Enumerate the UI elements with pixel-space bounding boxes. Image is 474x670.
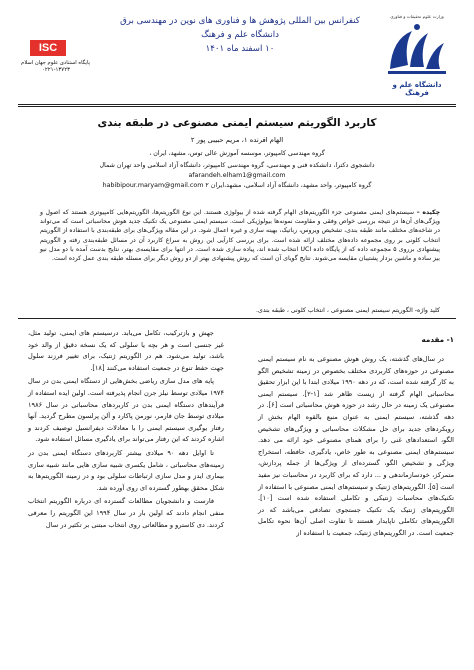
affiliation-2: دانشجوی دکترا، دانشکده فنی و مهندسی، گروه مهندسی کامپیوتر، دانشگاه آزاد اسلامی واحد تهران شمال [99,162,375,169]
body-column-right [258,328,454,542]
conference-host: دانشگاه علم و فرهنگ [201,30,279,40]
header-divider [18,104,456,105]
paper-authors: الهام افرنده ۱، مریم حبیبی پور ۲ [190,136,284,144]
university-logo [382,14,452,97]
university-name: دانشگاه علم و فرهنگ [392,81,442,97]
abstract-text: سیستم‌های ایمنی مصنوعی جزء الگوریتم‌های الهام گرفته شده از بیولوژی هستند. این نوع الگوریتم‌ها، الگوریتم‌هایی کامپیوتری هستند که اصول و ویژگی‌های آن‌ها در نتیجه بررسی خواص وفقی و مقاومت نمونه‌ها بیولوژیکی است. سیستم ایمنی مصنوعی یک تکنیک جدید هوش محاسباتی است که می‌تواند در شاخه‌های مختلف مانند طبقه بندی، تشخیص ویروس، رباتیک، بهینه سازی و غیره اعمال شود. در این مقاله ویژگی‌های برای طبقه‌بندی با استفاده از الگوریتم انتخاب کلونی بر روی مجموعه داده‌های مختلف ارائه شده است. برای بررسی کارآیی این روش به سراغ کاربرد آن در مسائل طبقه‌بندی رفته و الگوریتم پیشنهادی برروی ۵ مجموعه داده که از پایگاه داده UCI انتخاب شده اند، پیاده سازی شده است. در انتها برای مقایسه‌ی بهتر، نتایج بدست آمده با دو مدل نیو بیز ساده و ماشین بردار پشتیبان مقایسه می‌شوند. نتایج گویای آن است که روش پیشنهادی بهتر از دو روش دیگر برای مسئله طبقه بندی عمل کرده است. [40,209,440,263]
university-ministry-text: وزارت علوم تحقیقات و فناوری [390,14,444,19]
abstract-divider [18,318,456,319]
paragraph: فارست و دانشجویان مطالعات گسترده ای درباره الگوریتم انتخاب منفی انجام دادند که اولین بار در سال ۱۹۹۴ این الگوریتم را معرفی کردند. دی کاسترو و مطالعاتی روی انتخاب مبتنی بر تکثیر در سال [28,497,225,529]
section-heading-introduction: ۱- مقدمه [421,335,454,344]
paragraph: در سال‌های گذشته، یک روش هوش مصنوعی به نام سیستم ایمنی مصنوعی در حوزه‌های کاربردی مختلف بخصوص در زمینه تشخیص الگو به کار گرفته شده است، که در دهه ۱۹۹۰ میلادی ابتدا با این ابزار تحقیق محاسباتی الهام گرفته از زیست ظاهر شد [۱-۲]. سیستم ایمنی مصنوعی یک زمینه در حال رشد در حوزه هوش محاسباتی است [۶]. در دهه گذشته، سیستم ایمنی به عنوان منبع بالقوه الهام بخش از رویکردهای جدید برای حل مشکلات محاسباتی و ویژگی‌های تشخیص الگو، استعدادهای غنی را برای همتای مصنوعی خود ارائه می دهد. سیستم‌های ایمنی مصنوعی به طور خاص، یادگیری، حافظه، استخراج ویژگی و تشخیص الگو، گسترده‌ای از ویژگی‌ها از جمله پردازش، متمرکز، خودسازماندهی و ... دارد که برای کاربرد در محاسبات نیز مفید است [۵]. الگوریتم‌های ژنتیک و سیستم‌های ایمنی مصنوعی با استفاده از تکنیک‌های محاسبات ژنتیکی و تکاملی استفاده شده است [۱۰]. الگوریتم‌های ژنتیک یک تکنیک جستجوی تصادفی می‌باشد که در الگوریتم‌های تکاملی ناپایدار هستند تا تفاوت اصلی آن‌ها نحوه تکامل جمعیت است. در الگوریتم‌های ژنتیک، جمعیت با استفاده از [257,355,454,537]
abstract-label: چکیده – [416,209,441,216]
isc-logo-code: ۰۲۲۱-۱۳۷۲۳ [41,67,70,73]
keywords: کلید واژه- الگوریتم سیستم ایمنی مصنوعی ، انتخاب کلونی ، طبقه بندی. [256,307,440,314]
conference-title-block [95,14,385,56]
university-emblem-icon [382,19,452,79]
conference-name: کنفرانس بین المللی پژوهش ها و فناوری های نوین در مهندسی برق [120,16,360,26]
isc-logo [22,40,90,74]
affiliation-3-email: habibipour.maryam@gmail.com گروه کامپیوتر، واحد مشهد، دانشگاه آزاد اسلامی، مشهد،ایران ۲ [102,182,372,189]
isc-logo-caption: پایگاه استنادی علوم جهان اسلام [21,60,90,66]
paragraph: جهش و بازترکیب، تکامل می‌یابد. درسیستم های ایمنی، تولید مثل، غیر جنسی است و هر بچه یا سلولی که یک نسخه دقیق از والد خود باشد، تولید می‌شود. هم در الگوریتم ژنتیک، برای تغییر فرزند سلول جهت حفظ تنوع در جمعیت استفاده می‌کنند [۱۸]. [28,329,224,372]
isc-logo-mark: ISC [30,40,66,56]
paragraph: پایه های مدل سازی ریاضی بخش‌هایی از دستگاه ایمنی بدن در سال ۱۹۷۴ میلادی توسط نیلز جرن انجام پذیرفته است. اولین ایده استفاده از فرآیندهای دستگاه ایمنی بدن در کاربردهای محاسباتی در سال ۱۹۸۶ میلادی توسط جان فارمر، نورمن پاکارد و آلن پرلسون مطرح گردید. آنها رفتار یوگیری سیستم ایمنی را با معادلات دیفرانسیل توصیف کردند و اشاره کردند که این رفتار می‌تواند برای یادگیری مسائل استفاده شود. [28,377,224,444]
paper-title: کاربرد الگوریتم سیستم ایمنی مصنوعی در طبقه بندی [97,117,377,129]
conference-date: ۱۰ اسفند ماه ۱۴۰۱ [205,44,275,54]
author-1-email: afarandeh.elham1@gmail.com [188,172,286,179]
paragraph: تا اوایل دهه ۹۰ میلادی بیشتر کاربردهای دستگاه ایمنی بدن در زمینه‌های محاسباتی ، شامل یکسری شبیه سازی هایی مانند شبیه سازی بیماری ایدز و مدل سازی ارتباطات سلولی بود و در زمینه الگوریتم‌ها به شکل محقق بهطور گسترده ای روی آورده شد. [28,448,224,492]
affiliation-1: گروه مهندسی کامپیوتر، موسسه آموزش عالی توس، مشهد، ایران ، [149,150,325,157]
abstract [40,208,440,263]
body-column-left [28,328,224,533]
header-divider-2 [18,106,456,107]
